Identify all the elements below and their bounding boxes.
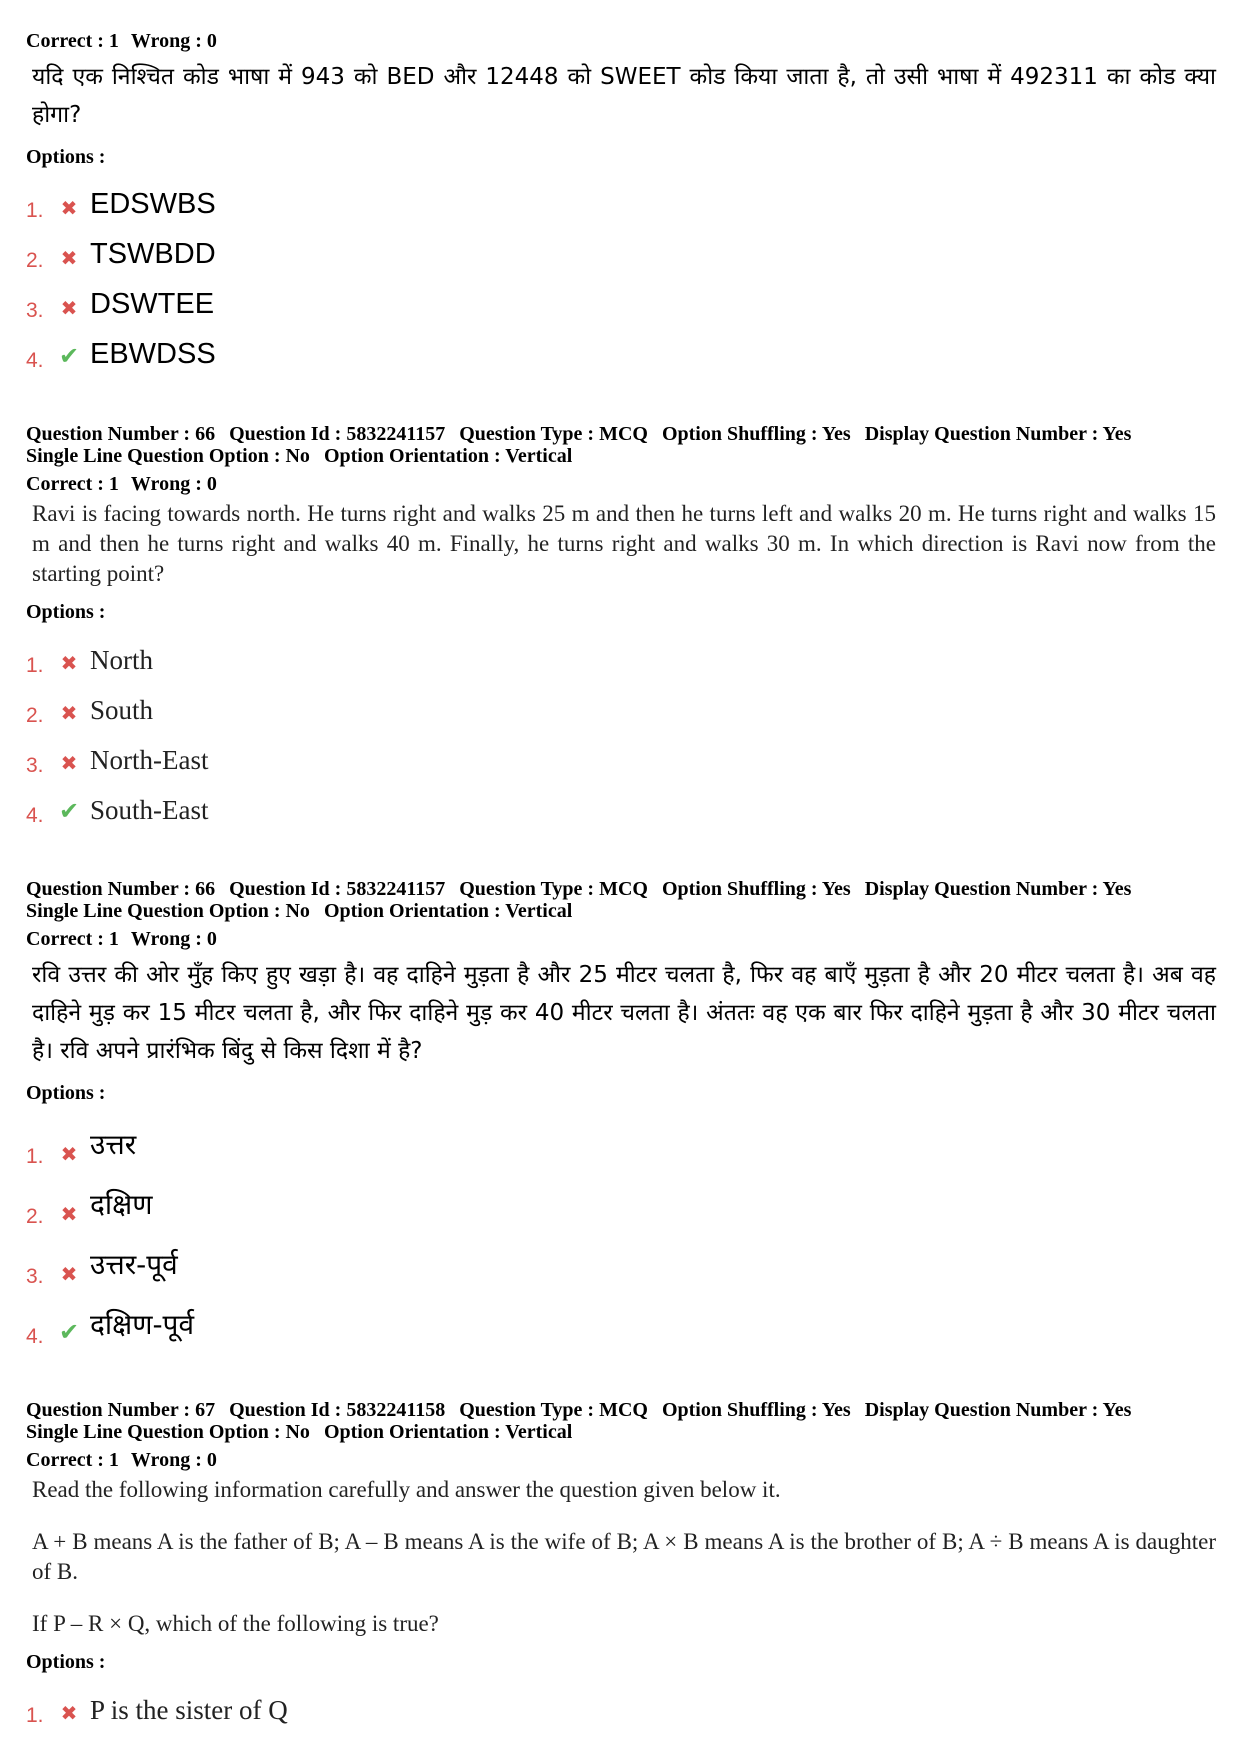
marking-scheme: [26, 473, 1216, 495]
option-text: DSWTEE: [90, 288, 215, 320]
checkmark-icon: ✔: [58, 799, 80, 825]
question-meta-line-1: [26, 878, 1216, 900]
option-row: [26, 680, 1216, 730]
cross-icon: ✖: [60, 298, 78, 320]
cross-icon: ✖: [60, 1204, 78, 1226]
option-number: 2.: [26, 1205, 44, 1228]
question-block-66-en: [26, 423, 1216, 830]
single-line-option: Single Line Question Option : No: [26, 1421, 310, 1443]
option-number: 4.: [26, 804, 44, 827]
marking-scheme: [26, 1449, 1216, 1471]
option-number: 1.: [26, 1145, 44, 1168]
option-row: [26, 1680, 1216, 1730]
option-text: उत्तर-पूर्व: [90, 1248, 178, 1281]
option-shuffling: Option Shuffling : Yes: [661, 423, 851, 445]
option-row: [26, 1171, 1216, 1231]
display-question-number: Display Question Number : Yes: [864, 423, 1132, 445]
question-id: Question Id : 5832241158: [229, 1399, 446, 1421]
wrong-marks: Wrong : 0: [130, 928, 217, 950]
question-text: [32, 1475, 1216, 1639]
cross-icon: ✖: [60, 703, 78, 725]
option-text: उत्तर: [90, 1128, 137, 1161]
correct-marks: Correct : 1: [26, 473, 119, 495]
option-number: 1.: [26, 199, 44, 222]
option-row: [26, 630, 1216, 680]
question-meta-line-1: [26, 423, 1216, 445]
option-orientation: Option Orientation : Vertical: [323, 900, 573, 922]
options-label: Options :: [26, 1082, 106, 1104]
marking-scheme: [26, 30, 1216, 52]
option-text: P is the sister of Q: [90, 1695, 288, 1725]
question-meta-line-1: [26, 1399, 1216, 1421]
question-block-67: [26, 1399, 1216, 1730]
question-paragraph-1: Read the following information carefully and answer the question given below it.: [32, 1477, 781, 1502]
option-number: 3.: [26, 299, 44, 322]
question-block-66-hi: [26, 878, 1216, 1351]
cross-icon: ✖: [60, 1144, 78, 1166]
wrong-marks: Wrong : 0: [130, 473, 217, 495]
question-number: Question Number : 67: [26, 1399, 216, 1421]
option-text: TSWBDD: [90, 238, 216, 270]
wrong-marks: Wrong : 0: [130, 30, 217, 52]
marking-scheme: [26, 928, 1216, 950]
question-type: Question Type : MCQ: [459, 878, 648, 900]
option-row: [26, 1111, 1216, 1171]
cross-icon: ✖: [60, 248, 78, 270]
question-paragraph-2: A + B means A is the father of B; A – B means A is the wife of B; A × B means A is the brother of B; A ÷ B means A is daughter of B.: [32, 1529, 1216, 1584]
cross-icon: ✖: [60, 653, 78, 675]
option-text: EBWDSS: [90, 338, 216, 370]
checkmark-icon: ✔: [58, 1320, 80, 1346]
question-paragraph-3: If P – R × Q, which of the following is true?: [32, 1611, 439, 1636]
single-line-option: Single Line Question Option : No: [26, 900, 310, 922]
question-paper: [26, 24, 1216, 1730]
spacer: [26, 830, 1216, 878]
question-text: रवि उत्तर की ओर मुँह किए हुए खड़ा है। वह दाहिने मुड़ता है और 25 मीटर चलता है, फिर वह बाएँ मुड़ता है और 20 मीटर चलता है। अब वह दाहिने मुड़ कर 15 मीटर चलता है, और फिर दाहिने मुड़ कर 40 मीटर चलता है। अंततः वह एक बार फिर दाहिने मुड़ता है और 30 मीटर चलता है। रवि अपने प्रारंभिक बिंदु से किस दिशा में है?: [32, 962, 1216, 1064]
option-row: [26, 275, 1216, 325]
question-number: Question Number : 66: [26, 423, 216, 445]
option-shuffling: Option Shuffling : Yes: [661, 878, 851, 900]
question-text: यदि एक निश्चित कोड भाषा में 943 को BED और 12448 को SWEET कोड किया जाता है, तो उसी भाषा में 492311 का कोड क्या होगा?: [32, 64, 1216, 128]
option-orientation: Option Orientation : Vertical: [323, 445, 573, 467]
option-text: South-East: [90, 795, 209, 825]
checkmark-icon: ✔: [58, 344, 80, 370]
option-number: 2.: [26, 704, 44, 727]
question-meta-line-2: [26, 1421, 1216, 1443]
question-id: Question Id : 5832241157: [229, 878, 446, 900]
option-text: South: [90, 695, 154, 725]
option-number: 3.: [26, 754, 44, 777]
option-text: North: [90, 645, 153, 675]
options-label: Options :: [26, 146, 106, 168]
option-row: [26, 225, 1216, 275]
correct-marks: Correct : 1: [26, 928, 119, 950]
option-number: 1.: [26, 1704, 44, 1727]
correct-marks: Correct : 1: [26, 1449, 119, 1471]
options-label: Options :: [26, 601, 106, 623]
cross-icon: ✖: [60, 198, 78, 220]
option-shuffling: Option Shuffling : Yes: [661, 1399, 851, 1421]
question-number: Question Number : 66: [26, 878, 216, 900]
option-text: North-East: [90, 745, 209, 775]
spacer: [26, 1351, 1216, 1399]
question-text: Ravi is facing towards north. He turns right and walks 25 m and then he turns left and walks 20 m. He turns right and walks 15 m and then he turns right and walks 40 m. Finally, he turns right and walks 30 m. In which direction is Ravi now from the starting point?: [32, 501, 1216, 586]
question-block-65: [26, 30, 1216, 375]
single-line-option: Single Line Question Option : No: [26, 445, 310, 467]
option-number: 3.: [26, 1265, 44, 1288]
option-row: [26, 780, 1216, 830]
question-type: Question Type : MCQ: [459, 1399, 648, 1421]
option-row: [26, 325, 1216, 375]
spacer: [26, 375, 1216, 423]
option-row: [26, 175, 1216, 225]
question-meta-line-2: [26, 445, 1216, 467]
option-text: EDSWBS: [90, 188, 216, 220]
option-orientation: Option Orientation : Vertical: [323, 1421, 573, 1443]
option-row: [26, 1231, 1216, 1291]
correct-marks: Correct : 1: [26, 30, 119, 52]
option-text: दक्षिण: [90, 1188, 153, 1221]
wrong-marks: Wrong : 0: [130, 1449, 217, 1471]
option-number: 2.: [26, 249, 44, 272]
option-number: 4.: [26, 1325, 44, 1348]
cross-icon: ✖: [60, 753, 78, 775]
option-number: 4.: [26, 349, 44, 372]
cross-icon: ✖: [60, 1703, 78, 1725]
question-meta-line-2: [26, 900, 1216, 922]
options-label: Options :: [26, 1651, 106, 1673]
cross-icon: ✖: [60, 1264, 78, 1286]
question-id: Question Id : 5832241157: [229, 423, 446, 445]
question-type: Question Type : MCQ: [459, 423, 648, 445]
option-text: दक्षिण-पूर्व: [90, 1308, 195, 1341]
display-question-number: Display Question Number : Yes: [864, 1399, 1132, 1421]
display-question-number: Display Question Number : Yes: [864, 878, 1132, 900]
option-row: [26, 1291, 1216, 1351]
option-row: [26, 730, 1216, 780]
option-number: 1.: [26, 654, 44, 677]
